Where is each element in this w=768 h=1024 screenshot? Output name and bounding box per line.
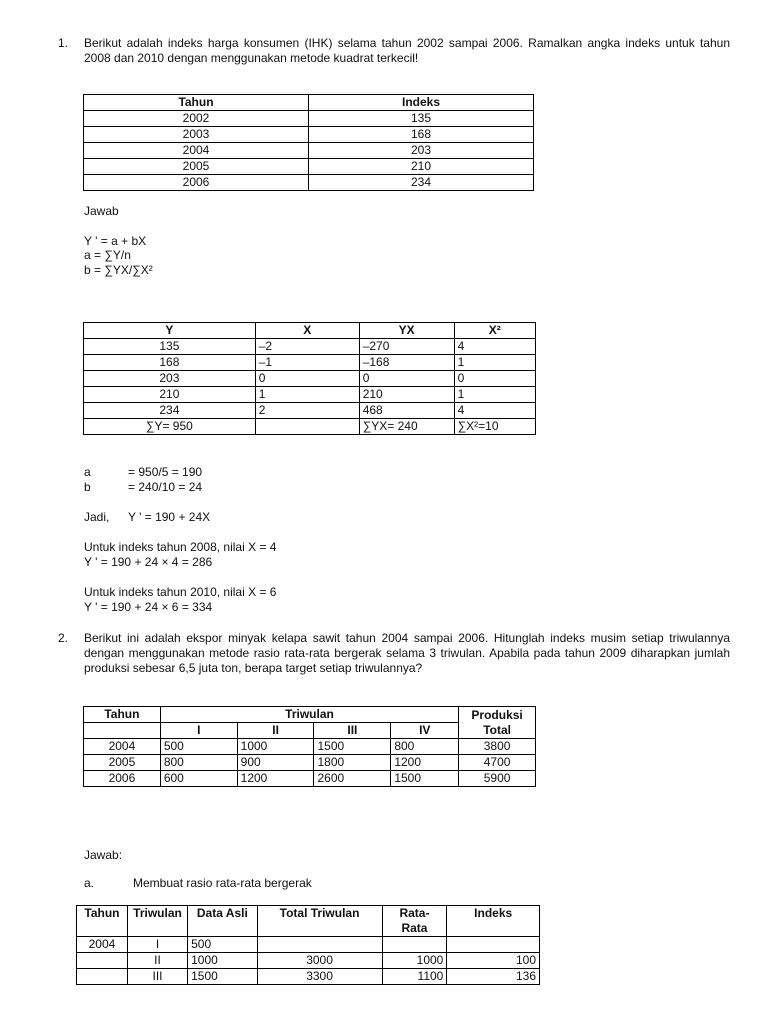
table-cell: 900: [237, 755, 314, 771]
step-a-label: a.: [84, 876, 95, 890]
ma-header-tahun: Tahun: [77, 906, 128, 937]
table-row: [77, 937, 540, 953]
table-cell: 2006: [84, 175, 309, 191]
table-row: [84, 755, 536, 771]
question-1-text: Berikut adalah indeks harga konsumen (IHK) selama tahun 2002 sampai 2006. Ramalkan angka indeks untuk tahun 2008 dan 2010 dengan menggunakan metode kuadrat terkecil!: [84, 36, 730, 65]
table-cell: 2004: [84, 143, 309, 159]
total-yx: ∑YX= 240: [359, 419, 454, 435]
moving-average-table: [76, 905, 540, 985]
table-cell: –2: [255, 339, 359, 355]
table-cell: 1: [454, 387, 535, 403]
table-row: [84, 159, 534, 175]
table-cell: 2004: [84, 739, 161, 755]
jadi-equation: Y ' = 190 + 24X: [128, 510, 211, 524]
export-subheader-iv: IV: [391, 723, 459, 739]
step-a-text: Membuat rasio rata-rata bergerak: [133, 876, 312, 890]
table-cell: –270: [359, 339, 454, 355]
ihk-header-indeks: Indeks: [309, 95, 534, 111]
table-cell: 1500: [188, 969, 257, 985]
table-row: [84, 127, 534, 143]
table-cell: 1500: [391, 771, 459, 787]
question-2-text: Berikut ini adalah ekspor minyak kelapa sawit tahun 2004 sampai 2006. Hitunglah indeks musim setiap triwulannya dengan menggunakan metode rasio rata-rata bergerak selama 3 triwulan. Apabila pada tahun 2009 diharapkan jumlah produksi sebesar 6,5 juta ton, berapa target setiap triwulannya?: [84, 631, 730, 675]
table-row: [84, 175, 534, 191]
table-cell: 2005: [84, 159, 309, 175]
table-row: [84, 339, 536, 355]
total-y: ∑Y= 950: [84, 419, 256, 435]
table-cell: 168: [84, 355, 256, 371]
table-cell: 3300: [257, 969, 382, 985]
table-row: [84, 371, 536, 387]
ma-header-rata-rata: Rata-Rata: [382, 906, 447, 937]
table-cell: 2003: [84, 127, 309, 143]
ls-header-y: Y: [84, 323, 256, 339]
table-cell: 2002: [84, 111, 309, 127]
calc-b: = 240/10 = 24: [128, 480, 203, 494]
table-cell: 234: [84, 403, 256, 419]
table-cell: [257, 937, 382, 953]
export-header-tahun: Tahun: [84, 707, 161, 723]
table-cell: III: [127, 969, 187, 985]
year-2008-result: Y ' = 190 + 24 × 4 = 286: [84, 555, 213, 569]
export-subheader-ii: II: [237, 723, 314, 739]
calc-b-label: b: [84, 480, 91, 494]
table-cell: 2005: [84, 755, 161, 771]
table-cell: 1100: [382, 969, 447, 985]
year-2010-result: Y ' = 190 + 24 × 6 = 334: [84, 600, 213, 614]
table-cell: 1000: [188, 953, 257, 969]
table-cell: 210: [309, 159, 534, 175]
table-row: [84, 143, 534, 159]
table-cell: 1000: [382, 953, 447, 969]
export-table: [83, 706, 536, 787]
table-cell: 0: [454, 371, 535, 387]
answer-label-2: Jawab:: [84, 848, 123, 862]
table-cell: 1500: [314, 739, 391, 755]
ihk-header-tahun: Tahun: [84, 95, 309, 111]
table-cell: 210: [359, 387, 454, 403]
table-cell: 0: [359, 371, 454, 387]
table-cell: 203: [84, 371, 256, 387]
table-cell: [77, 953, 128, 969]
ls-header-x: X: [255, 323, 359, 339]
table-cell: 135: [309, 111, 534, 127]
table-cell: 500: [188, 937, 257, 953]
table-row: [84, 111, 534, 127]
table-cell: II: [127, 953, 187, 969]
table-cell: 2: [255, 403, 359, 419]
table-cell: 203: [309, 143, 534, 159]
table-totals-row: [84, 419, 536, 435]
table-cell: 2004: [77, 937, 128, 953]
export-subheader-blank: [84, 723, 161, 739]
table-cell: 234: [309, 175, 534, 191]
formula-b: b = ∑YX/∑X²: [84, 263, 153, 277]
ma-header-data-asli: Data Asli: [188, 906, 257, 937]
ma-header-total-triwulan: Total Triwulan: [257, 906, 382, 937]
table-cell: 210: [84, 387, 256, 403]
table-cell: 800: [160, 755, 237, 771]
table-cell: 600: [160, 771, 237, 787]
table-row: [84, 739, 536, 755]
calc-a: = 950/5 = 190: [128, 465, 203, 479]
total-x2: ∑X²=10: [454, 419, 535, 435]
export-subheader-i: I: [160, 723, 237, 739]
table-cell: 1: [255, 387, 359, 403]
export-subheader-iii: III: [314, 723, 391, 739]
table-cell: –168: [359, 355, 454, 371]
table-cell: 136: [447, 969, 540, 985]
ls-header-x2: X²: [454, 323, 535, 339]
table-cell: 168: [309, 127, 534, 143]
jadi-label: Jadi,: [84, 510, 110, 524]
table-cell: [382, 937, 447, 953]
formula-regression: Y ' = a + bX: [84, 234, 147, 248]
table-row: [77, 969, 540, 985]
formula-a: a = ∑Y/n: [84, 248, 131, 262]
ma-header-triwulan: Triwulan: [127, 906, 187, 937]
table-row: [77, 953, 540, 969]
table-cell: 1000: [237, 739, 314, 755]
table-row: [84, 403, 536, 419]
table-cell: 800: [391, 739, 459, 755]
table-cell: 1200: [391, 755, 459, 771]
table-cell: 2600: [314, 771, 391, 787]
export-header-produksi: Produksi Total: [459, 707, 536, 739]
table-cell: I: [127, 937, 187, 953]
ma-header-indeks: Indeks: [447, 906, 540, 937]
table-cell: 1800: [314, 755, 391, 771]
table-cell: 3800: [459, 739, 536, 755]
table-cell: 0: [255, 371, 359, 387]
table-row: [84, 355, 536, 371]
table-cell: 100: [447, 953, 540, 969]
year-2010-note: Untuk indeks tahun 2010, nilai X = 6: [84, 585, 277, 599]
table-cell: 500: [160, 739, 237, 755]
table-cell: 4: [454, 339, 535, 355]
total-x: [255, 419, 359, 435]
least-squares-table: [83, 322, 536, 435]
table-cell: [447, 937, 540, 953]
export-header-triwulan: Triwulan: [160, 707, 458, 723]
year-2008-note: Untuk indeks tahun 2008, nilai X = 4: [84, 540, 277, 554]
table-cell: 4700: [459, 755, 536, 771]
question-2-number: 2.: [58, 631, 69, 645]
ls-header-yx: YX: [359, 323, 454, 339]
table-cell: 5900: [459, 771, 536, 787]
table-cell: –1: [255, 355, 359, 371]
calc-a-label: a: [84, 465, 91, 479]
question-1-number: 1.: [58, 36, 69, 50]
table-row: [84, 771, 536, 787]
table-row: [84, 387, 536, 403]
table-cell: 4: [454, 403, 535, 419]
table-cell: [77, 969, 128, 985]
table-cell: 2006: [84, 771, 161, 787]
table-cell: 135: [84, 339, 256, 355]
table-cell: 1200: [237, 771, 314, 787]
table-cell: 1: [454, 355, 535, 371]
ihk-table: [83, 94, 534, 191]
answer-label-1: Jawab: [84, 204, 119, 218]
table-cell: 468: [359, 403, 454, 419]
table-cell: 3000: [257, 953, 382, 969]
